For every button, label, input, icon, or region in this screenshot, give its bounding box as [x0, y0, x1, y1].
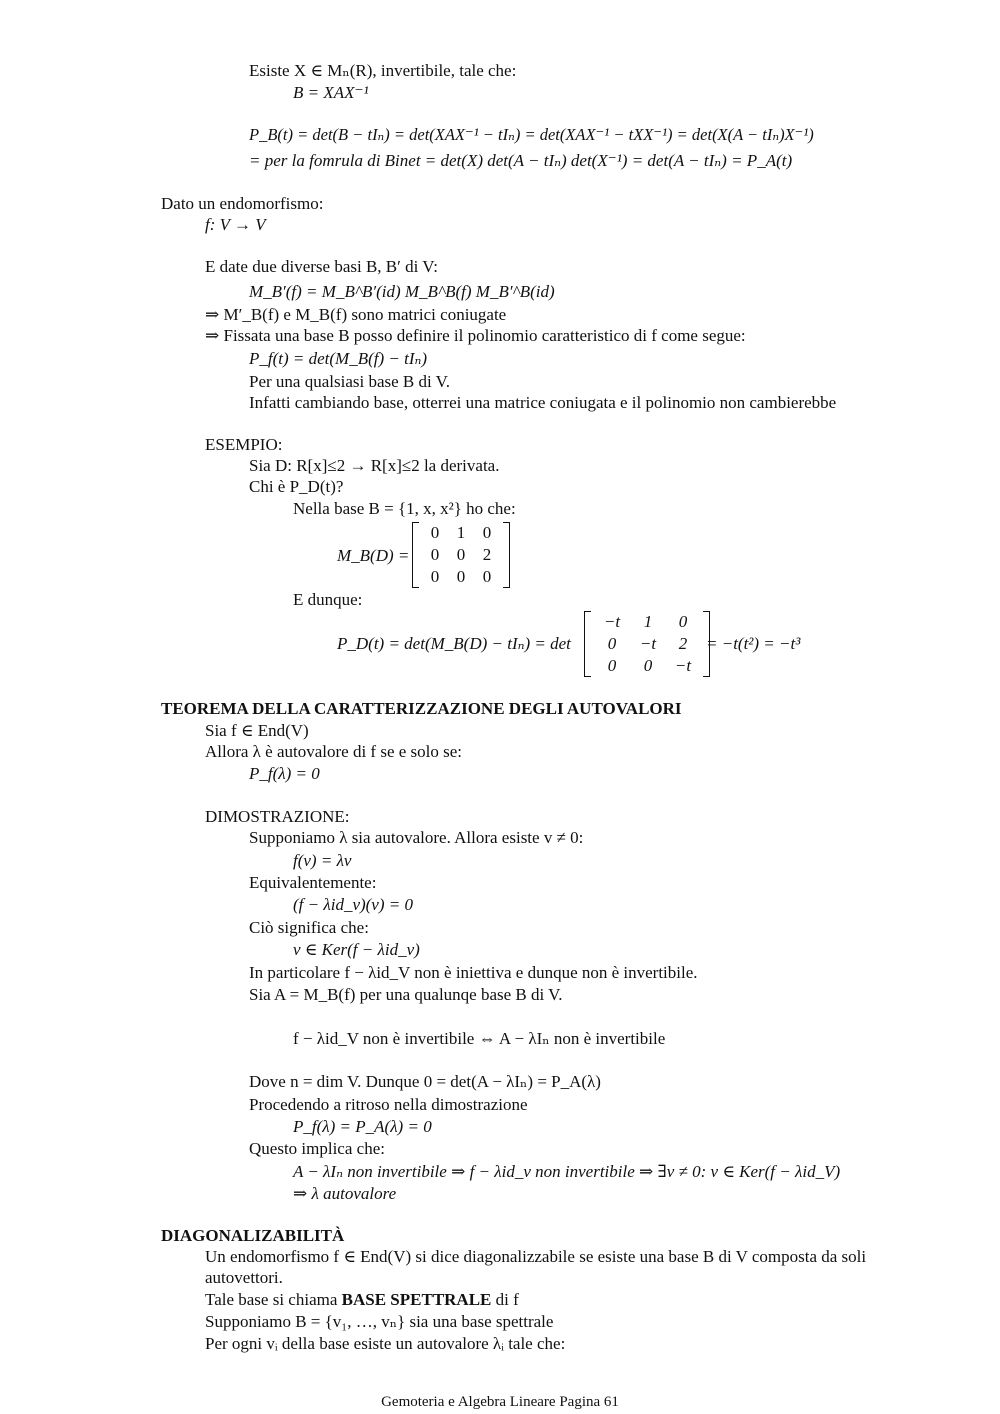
- text-line: Nella base B = {1, x, x²} ho che:: [293, 499, 516, 518]
- formula: (f − λid_v)(v) = 0: [293, 895, 413, 914]
- section-heading: TEOREMA DELLA CARATTERIZZAZIONE DEGLI AUTOVALORI: [161, 699, 682, 718]
- formula: = per la fomrula di Binet = det(X) det(A − tIₙ) det(X⁻¹) = det(A − tIₙ) = P_A(t): [249, 151, 793, 170]
- text-line: ⇒ Fissata una base B posso definire il polinomio caratteristico di f come segue:: [205, 326, 746, 345]
- formula: P_f(t) = det(M_B(f) − tIₙ): [249, 349, 428, 368]
- formula: ⇒ λ autovalore: [293, 1184, 397, 1203]
- text-line: Supponiamo B = {v₁, …, vₙ} sia una base spettrale: [205, 1312, 554, 1331]
- text-line: autovettori.: [205, 1268, 283, 1287]
- formula: P_D(t) = det(M_B(D) − tIₙ) = det: [337, 634, 571, 653]
- matrix-mb: 0 1 0 0 0 2 0 0 0: [412, 522, 510, 588]
- formula: M_B′(f) = M_B^B′(id) M_B^B(f) M_B′^B(id): [249, 282, 555, 301]
- bold-term: BASE SPETTRALE: [341, 1290, 492, 1309]
- formula: A − λIₙ non invertibile ⇒ f − λid_v non invertibile ⇒ ∃v ≠ 0: v ∈ Ker(f − λid_V): [293, 1162, 841, 1181]
- text-line: Sia D: R[x]≤2 → R[x]≤2 la derivata.: [249, 456, 500, 475]
- matrix-pd: −t 1 0 0 −t 2 0 0 −t: [584, 611, 710, 677]
- text-line: Esiste X ∈ Mₙ(R), invertibile, tale che:: [249, 61, 517, 80]
- formula: P_f(λ) = 0: [249, 764, 320, 783]
- text-line: Sia A = M_B(f) per una qualunqe base B di V.: [249, 985, 563, 1004]
- formula: P_B(t) = det(B − tIₙ) = det(XAX⁻¹ − tIₙ) = det(XAX⁻¹ − tXX⁻¹) = det(X(A − tIₙ)X⁻¹): [249, 125, 814, 144]
- text-line: E dunque:: [293, 590, 363, 609]
- text-line: Supponiamo λ sia autovalore. Allora esiste v ≠ 0:: [249, 828, 584, 847]
- text-line: [205, 1289, 519, 1311]
- text-line: Dato un endomorfismo:: [161, 194, 324, 213]
- text-line: f − λid_V non è invertibile ⇔ A − λIₙ non è invertibile: [293, 1029, 666, 1048]
- formula: B = XAX⁻¹: [293, 83, 369, 102]
- section-label: DIMOSTRAZIONE:: [205, 807, 350, 826]
- text-line: Procedendo a ritroso nella dimostrazione: [249, 1095, 528, 1114]
- page-footer: Gemoteria e Algebra Lineare Pagina 61: [381, 1394, 619, 1410]
- text-span: di f: [491, 1290, 519, 1309]
- formula: M_B(D) =: [337, 546, 410, 565]
- text-line: Ciò significa che:: [249, 918, 369, 937]
- text-line: E date due diverse basi B, B′ di V:: [205, 257, 439, 276]
- section-heading: DIAGONALIZABILITÀ: [161, 1226, 345, 1245]
- text-line: Equivalentemente:: [249, 873, 377, 892]
- text-line: ⇒ M′_B(f) e M_B(f) sono matrici coniugate: [205, 305, 507, 324]
- formula: v ∈ Ker(f − λid_v): [293, 940, 420, 959]
- formula: P_f(λ) = P_A(λ) = 0: [293, 1117, 432, 1136]
- text-line: Questo implica che:: [249, 1139, 385, 1158]
- text-line: Dove n = dim V. Dunque 0 = det(A − λIₙ) = P_A(λ): [249, 1072, 601, 1091]
- text-line: Chi è P_D(t)?: [249, 477, 344, 496]
- text-span: Tale base si chiama: [205, 1290, 342, 1309]
- formula: f: V → V: [205, 215, 266, 234]
- text-line: Per una qualsiasi base B di V.: [249, 372, 450, 391]
- text-line: Un endomorfismo f ∈ End(V) si dice diagonalizzabile se esiste una base B di V composta da soli: [205, 1247, 867, 1266]
- text-line: Sia f ∈ End(V): [205, 721, 309, 740]
- text-line: In particolare f − λid_V non è iniettiva e dunque non è invertibile.: [249, 963, 698, 982]
- text-line: Allora λ è autovalore di f se e solo se:: [205, 742, 463, 761]
- section-label: ESEMPIO:: [205, 435, 283, 454]
- text-line: Per ogni vᵢ della base esiste un autovalore λᵢ tale che:: [205, 1334, 566, 1353]
- formula: f(v) = λv: [293, 851, 352, 870]
- text-line: Infatti cambiando base, otterrei una matrice coniugata e il polinomio non cambierebbe: [249, 393, 837, 412]
- formula: = −t(t²) = −t³: [706, 634, 801, 653]
